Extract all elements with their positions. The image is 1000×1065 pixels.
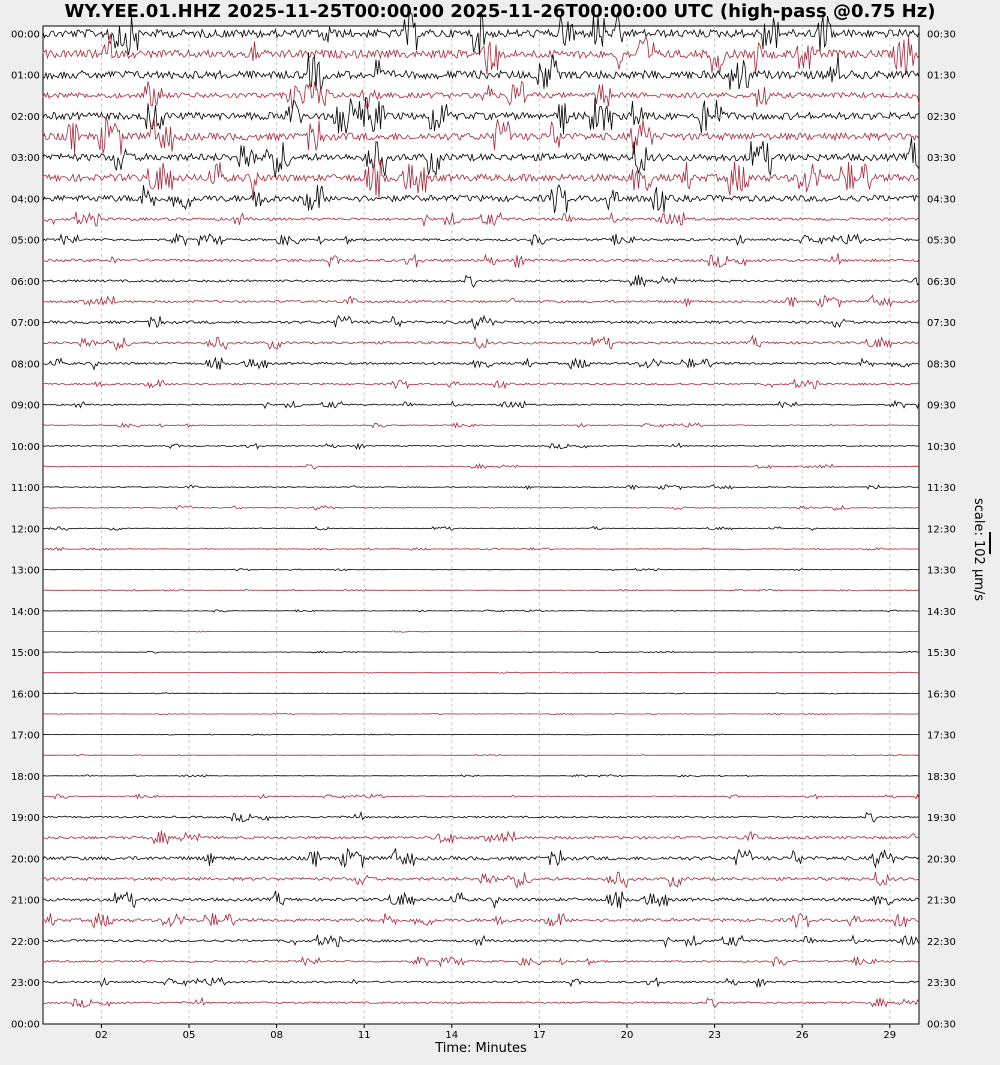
- left-time-label: 05:00: [11, 235, 40, 247]
- x-axis-label: Time: Minutes: [435, 1041, 527, 1056]
- left-time-label: 22:00: [11, 936, 40, 948]
- right-time-label: 13:30: [927, 565, 956, 577]
- left-time-label: 02:00: [11, 111, 40, 123]
- right-time-label: 18:30: [927, 771, 956, 783]
- right-time-label: 06:30: [927, 276, 956, 288]
- right-time-label: 10:30: [927, 441, 956, 453]
- left-time-label: 13:00: [11, 565, 40, 577]
- right-time-label: 08:30: [927, 359, 956, 371]
- right-time-label: 04:30: [927, 194, 956, 206]
- right-time-label: 02:30: [927, 111, 956, 123]
- left-time-label: 09:00: [11, 400, 40, 412]
- left-time-label: 16:00: [11, 689, 40, 701]
- left-time-label: 12:00: [11, 524, 40, 536]
- right-time-label: 17:30: [927, 730, 956, 742]
- x-tick-label: 14: [445, 1030, 459, 1041]
- x-tick-label: 11: [357, 1030, 371, 1041]
- left-time-label: 03:00: [11, 153, 40, 165]
- right-time-label: 00:30: [927, 1019, 956, 1031]
- left-time-label: 04:00: [11, 194, 40, 206]
- right-time-label: 07:30: [927, 318, 956, 330]
- left-time-labels: [11, 30, 40, 1031]
- right-time-label: 20:30: [927, 854, 956, 866]
- left-time-label: 18:00: [11, 771, 40, 783]
- right-time-label: 22:30: [927, 936, 956, 948]
- right-time-label: 01:30: [927, 70, 956, 82]
- x-tick-label: 08: [270, 1030, 283, 1041]
- left-time-label: 15:00: [11, 648, 40, 660]
- left-time-label: 17:00: [11, 730, 40, 742]
- x-tick-label: 29: [883, 1030, 897, 1041]
- x-tick-label: 02: [95, 1030, 108, 1041]
- left-time-label: 00:00: [11, 1019, 40, 1031]
- x-tick-label: 20: [620, 1030, 634, 1041]
- left-time-label: 11:00: [11, 483, 40, 495]
- right-time-labels: [927, 30, 956, 1031]
- right-time-label: 12:30: [927, 524, 956, 536]
- left-time-label: 06:00: [11, 276, 40, 288]
- scale-label: scale: 102 µm/s: [971, 498, 986, 602]
- left-time-label: 00:00: [11, 29, 40, 41]
- left-time-label: 08:00: [11, 359, 40, 371]
- plot-area: [43, 26, 919, 1024]
- x-axis-ticks: [95, 1024, 896, 1041]
- right-time-label: 15:30: [927, 648, 956, 660]
- right-time-label: 16:30: [927, 689, 956, 701]
- right-time-label: 21:30: [927, 895, 956, 907]
- right-time-label: 19:30: [927, 813, 956, 825]
- right-time-label: 14:30: [927, 606, 956, 618]
- chart-title: WY.YEE.01.HHZ 2025-11-25T00:00:00 2025-11-26T00:00:00 UTC (high-pass @0.75 Hz): [64, 1, 936, 22]
- right-time-label: 00:30: [927, 29, 956, 41]
- left-time-label: 19:00: [11, 813, 40, 825]
- left-time-label: 21:00: [11, 895, 40, 907]
- left-time-label: 14:00: [11, 606, 40, 618]
- x-tick-label: 17: [533, 1030, 546, 1041]
- right-time-label: 05:30: [927, 235, 956, 247]
- right-time-label: 11:30: [927, 483, 956, 495]
- left-time-label: 01:00: [11, 70, 40, 82]
- right-time-label: 09:30: [927, 400, 956, 412]
- left-time-label: 07:00: [11, 318, 40, 330]
- x-tick-label: 23: [708, 1030, 721, 1041]
- x-tick-label: 26: [795, 1030, 809, 1041]
- left-time-label: 10:00: [11, 441, 40, 453]
- left-time-label: 20:00: [11, 854, 40, 866]
- x-tick-label: 05: [182, 1030, 196, 1041]
- right-time-label: 23:30: [927, 978, 956, 990]
- left-time-label: 23:00: [11, 978, 40, 990]
- right-time-label: 03:30: [927, 153, 956, 165]
- scale-bar: [989, 532, 991, 554]
